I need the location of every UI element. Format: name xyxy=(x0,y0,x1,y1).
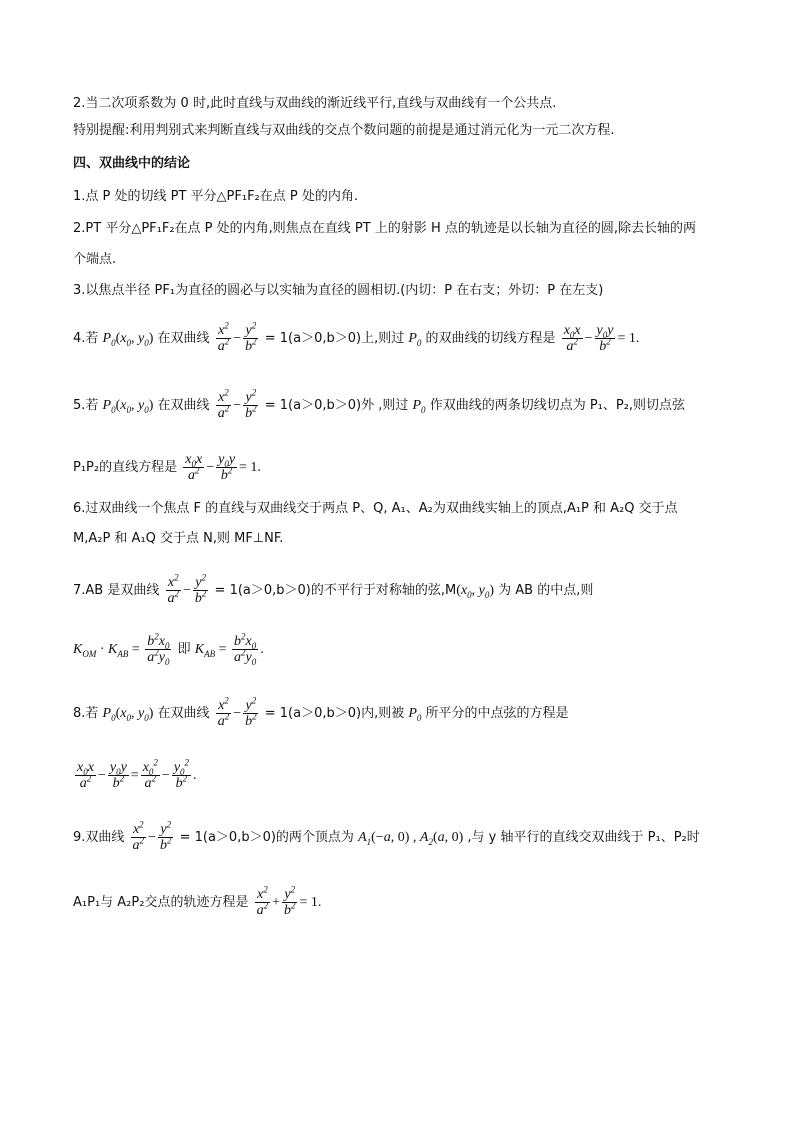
conclusion-8-line1: 8.若 $P_0(x_0$, $y_0$) 在双曲线 $\frac{x^2}{a^2}$ − $\frac{y^2}{b^2}$ = 1(a＞0,b＞0)内,则被 $P_0$ 所平分的中点弦的方程是 xyxy=(73,695,569,729)
conclusion-2-line1: 2.PT 平分△PF₁F₂在点 P 处的内角,则焦点在直线 PT 上的射影 H 点的轨迹是以长轴为直径的圆,除去长轴的两 xyxy=(73,221,696,236)
paragraph-2: 2.当二次项系数为 0 时,此时直线与双曲线的渐近线平行,直线与双曲线有一个公共点. xyxy=(73,96,557,111)
conclusion-6-line2: M,A₂P 和 A₁Q 交于点 N,则 MF⊥NF. xyxy=(73,531,284,546)
conclusion-5-line1: 5.若 $P_0(x_0$, $y_0$) 在双曲线 $\frac{x^2}{a^2}$ − $\frac{y^2}{b^2}$ = 1(a＞0,b＞0)外 ,则过 $P_0$ 作双曲线的两条切线切点为 P₁、P₂,则切点弦 xyxy=(73,387,686,421)
conclusion-8-line2: $\frac{x_0x}{a^2}$ − $\frac{y_0y}{b^2}$ = $\frac{x_0^2}{a^2}$ − $\frac{y_0^2}{b^2}$ . xyxy=(77,757,197,791)
conclusion-1: 1.点 P 处的切线 PT 平分△PF₁F₂在点 P 处的内角. xyxy=(73,189,359,204)
fraction-x2-a2: $\frac{x^2}{a^2}$ xyxy=(217,320,230,354)
conclusion-7-line2: $K_{OM} \cdot K_{AB}$ = $\frac{b^2x_0}{a^2y_0}$ 即 $K_{AB}$ = $\frac{b^2x_0}{a^2y_0}$ . xyxy=(73,631,264,667)
conclusion-9-line2: A₁P₁与 A₂P₂交点的轨迹方程是 $\frac{x^2}{a^2}$ + $\frac{y^2}{b^2}$ = 1. xyxy=(73,884,322,918)
fraction-x0x-a2: $\frac{x_0x}{a^2}$ xyxy=(563,323,581,354)
conclusion-9-line1: 9.双曲线 $\frac{x^2}{a^2}$ − $\frac{y^2}{b^2}$ = 1(a＞0,b＞0)的两个顶点为 $A_1(-a$, 0) , $A_2(a$, 0) ,与 y 轴平行的直线交双曲线于 P₁、P₂时 xyxy=(73,819,700,853)
fraction-y0y-b2: $\frac{y_0y}{b^2}$ xyxy=(596,323,614,354)
conclusion-4: 4.若 $P_0(x_0$, $y_0$) 在双曲线 $\frac{x^2}{a^2}$ − $\frac{y^2}{b^2}$ = 1(a＞0,b＞0)上,则过 $P_0$ 的双曲线的切线方程是 $\frac{x_0x}{a^2}$ − $\frac{y_0y}{b^2}$ = 1. xyxy=(73,320,640,354)
conclusion-3: 3.以焦点半径 PF₁为直径的圆必与以实轴为直径的圆相切.(内切：P 在右支；外切：P 在左支) xyxy=(73,283,604,298)
section-heading: 四、双曲线中的结论 xyxy=(73,156,191,171)
special-tip: 特别提醒:利用判别式来判断直线与双曲线的交点个数问题的前提是通过消元化为一元二次方程. xyxy=(73,123,615,138)
conclusion-7-line1: 7.AB 是双曲线 $\frac{x^2}{a^2}$ − $\frac{y^2}{b^2}$ = 1(a＞0,b＞0)的不平行于对称轴的弦$,M(x_0$, $y_0$) 为 AB 的中点,则 xyxy=(73,572,594,606)
point-p0: $P_0$ xyxy=(102,331,116,348)
fraction-y2-b2: $\frac{y^2}{b^2}$ xyxy=(245,320,257,354)
conclusion-5-line2: P₁P₂的直线方程是 $\frac{x_0x}{a^2}$ − $\frac{y_0y}{b^2}$ = 1. xyxy=(73,452,261,483)
conclusion-2-line2: 个端点. xyxy=(73,252,117,267)
conclusion-6-line1: 6.过双曲线一个焦点 F 的直线与双曲线交于两点 P、Q, A₁、A₂为双曲线实轴上的顶点,A₁P 和 A₂Q 交于点 xyxy=(73,501,678,516)
